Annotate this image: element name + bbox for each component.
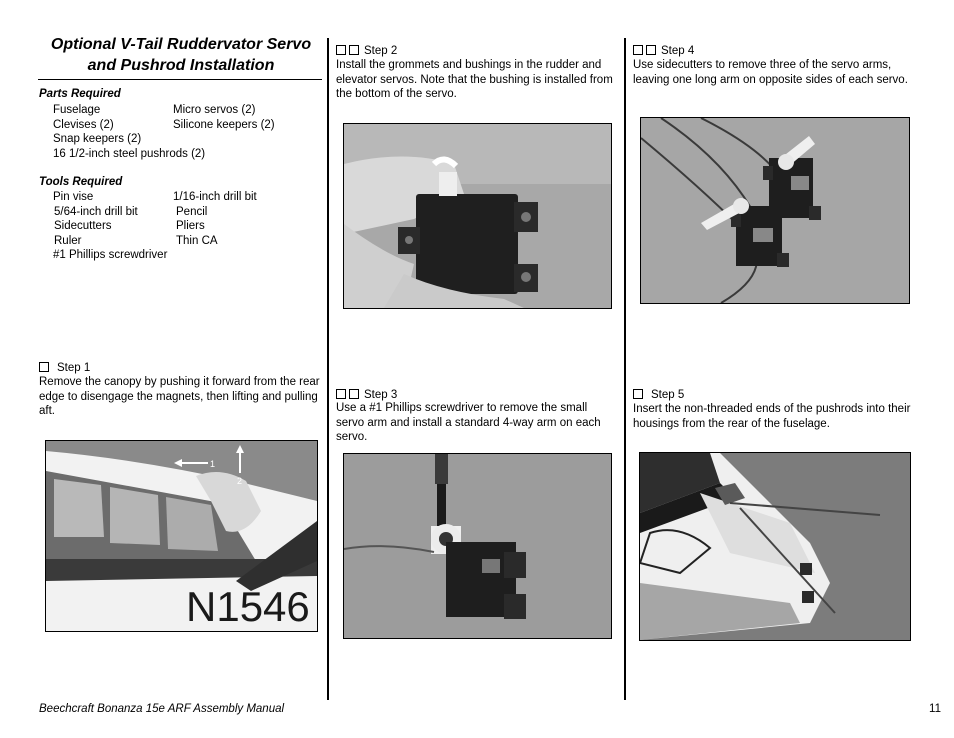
list-item: 16 1/2-inch steel pushrods (2) xyxy=(53,147,206,160)
checkbox-icon[interactable] xyxy=(349,45,359,55)
step3-label: Step 3 xyxy=(336,388,397,402)
step1-text: Remove the canopy by pushing it forward from the rear edge to disengage the magnets, then lifting and pulling aft. xyxy=(39,376,320,418)
tools-required-heading: Tools Required xyxy=(39,176,123,188)
list-item: Snap keepers (2) xyxy=(53,133,142,145)
tools-required-list xyxy=(53,190,323,263)
list-item: #1 Phillips screwdriver xyxy=(53,249,168,261)
checkbox-icon[interactable] xyxy=(633,45,643,55)
title-rule xyxy=(38,79,322,80)
step4-label: Step 4 xyxy=(633,44,694,58)
column-divider xyxy=(327,38,329,700)
list-item: Sidecutters Pliers xyxy=(54,220,205,232)
list-item: Pin vise 1/16-inch drill bit xyxy=(53,191,257,203)
checkbox-icon[interactable] xyxy=(336,45,346,55)
checkbox-icon[interactable] xyxy=(646,45,656,55)
list-item: Fuselage Micro servos (2) xyxy=(53,104,256,116)
checkbox-icon[interactable] xyxy=(633,389,643,399)
annotation-1: 1 xyxy=(210,459,216,469)
list-item: Ruler Thin CA xyxy=(54,234,218,247)
annotation-2: 2 xyxy=(237,476,243,486)
checkbox-icon[interactable] xyxy=(39,362,49,372)
step2-label: Step 2 xyxy=(336,44,397,58)
step1-label: Step 1 xyxy=(39,361,90,375)
step3-text: Use a #1 Phillips screwdriver to remove the small servo arm and install a standard 4-way arm on each servo. xyxy=(336,402,601,444)
page-number: 11 xyxy=(929,703,941,715)
step2-text: Install the grommets and bushings in the rudder and elevator servos. Note that the bushing is installed from the bottom of the servo. xyxy=(336,59,613,101)
step2-photo xyxy=(343,123,612,309)
step5-photo xyxy=(639,452,911,641)
step4-photo xyxy=(640,117,910,304)
registration-text: N1546 xyxy=(186,583,310,630)
checkbox-icon[interactable] xyxy=(349,389,359,399)
step5-text: Insert the non-threaded ends of the pushrods into their housings from the rear of the fuselage. xyxy=(633,403,911,430)
checkbox-icon[interactable] xyxy=(336,389,346,399)
step3-photo xyxy=(343,453,612,639)
list-item: Clevises (2) Silicone keepers (2) xyxy=(53,118,275,131)
step4-text: Use sidecutters to remove three of the servo arms, leaving one long arm on opposite sides of each servo. xyxy=(633,59,908,86)
parts-required-list xyxy=(53,103,323,161)
parts-required-heading: Parts Required xyxy=(39,88,121,100)
list-item: 5/64-inch drill bit Pencil xyxy=(54,205,208,218)
footer-manual-title: Beechcraft Bonanza 15e ARF Assembly Manual xyxy=(39,703,285,715)
step5-label: Step 5 xyxy=(633,388,684,402)
column-divider xyxy=(624,38,626,700)
page-title: Optional V-Tail Ruddervator Servo and Pushrod Installation xyxy=(50,36,312,74)
step1-photo xyxy=(45,440,318,632)
